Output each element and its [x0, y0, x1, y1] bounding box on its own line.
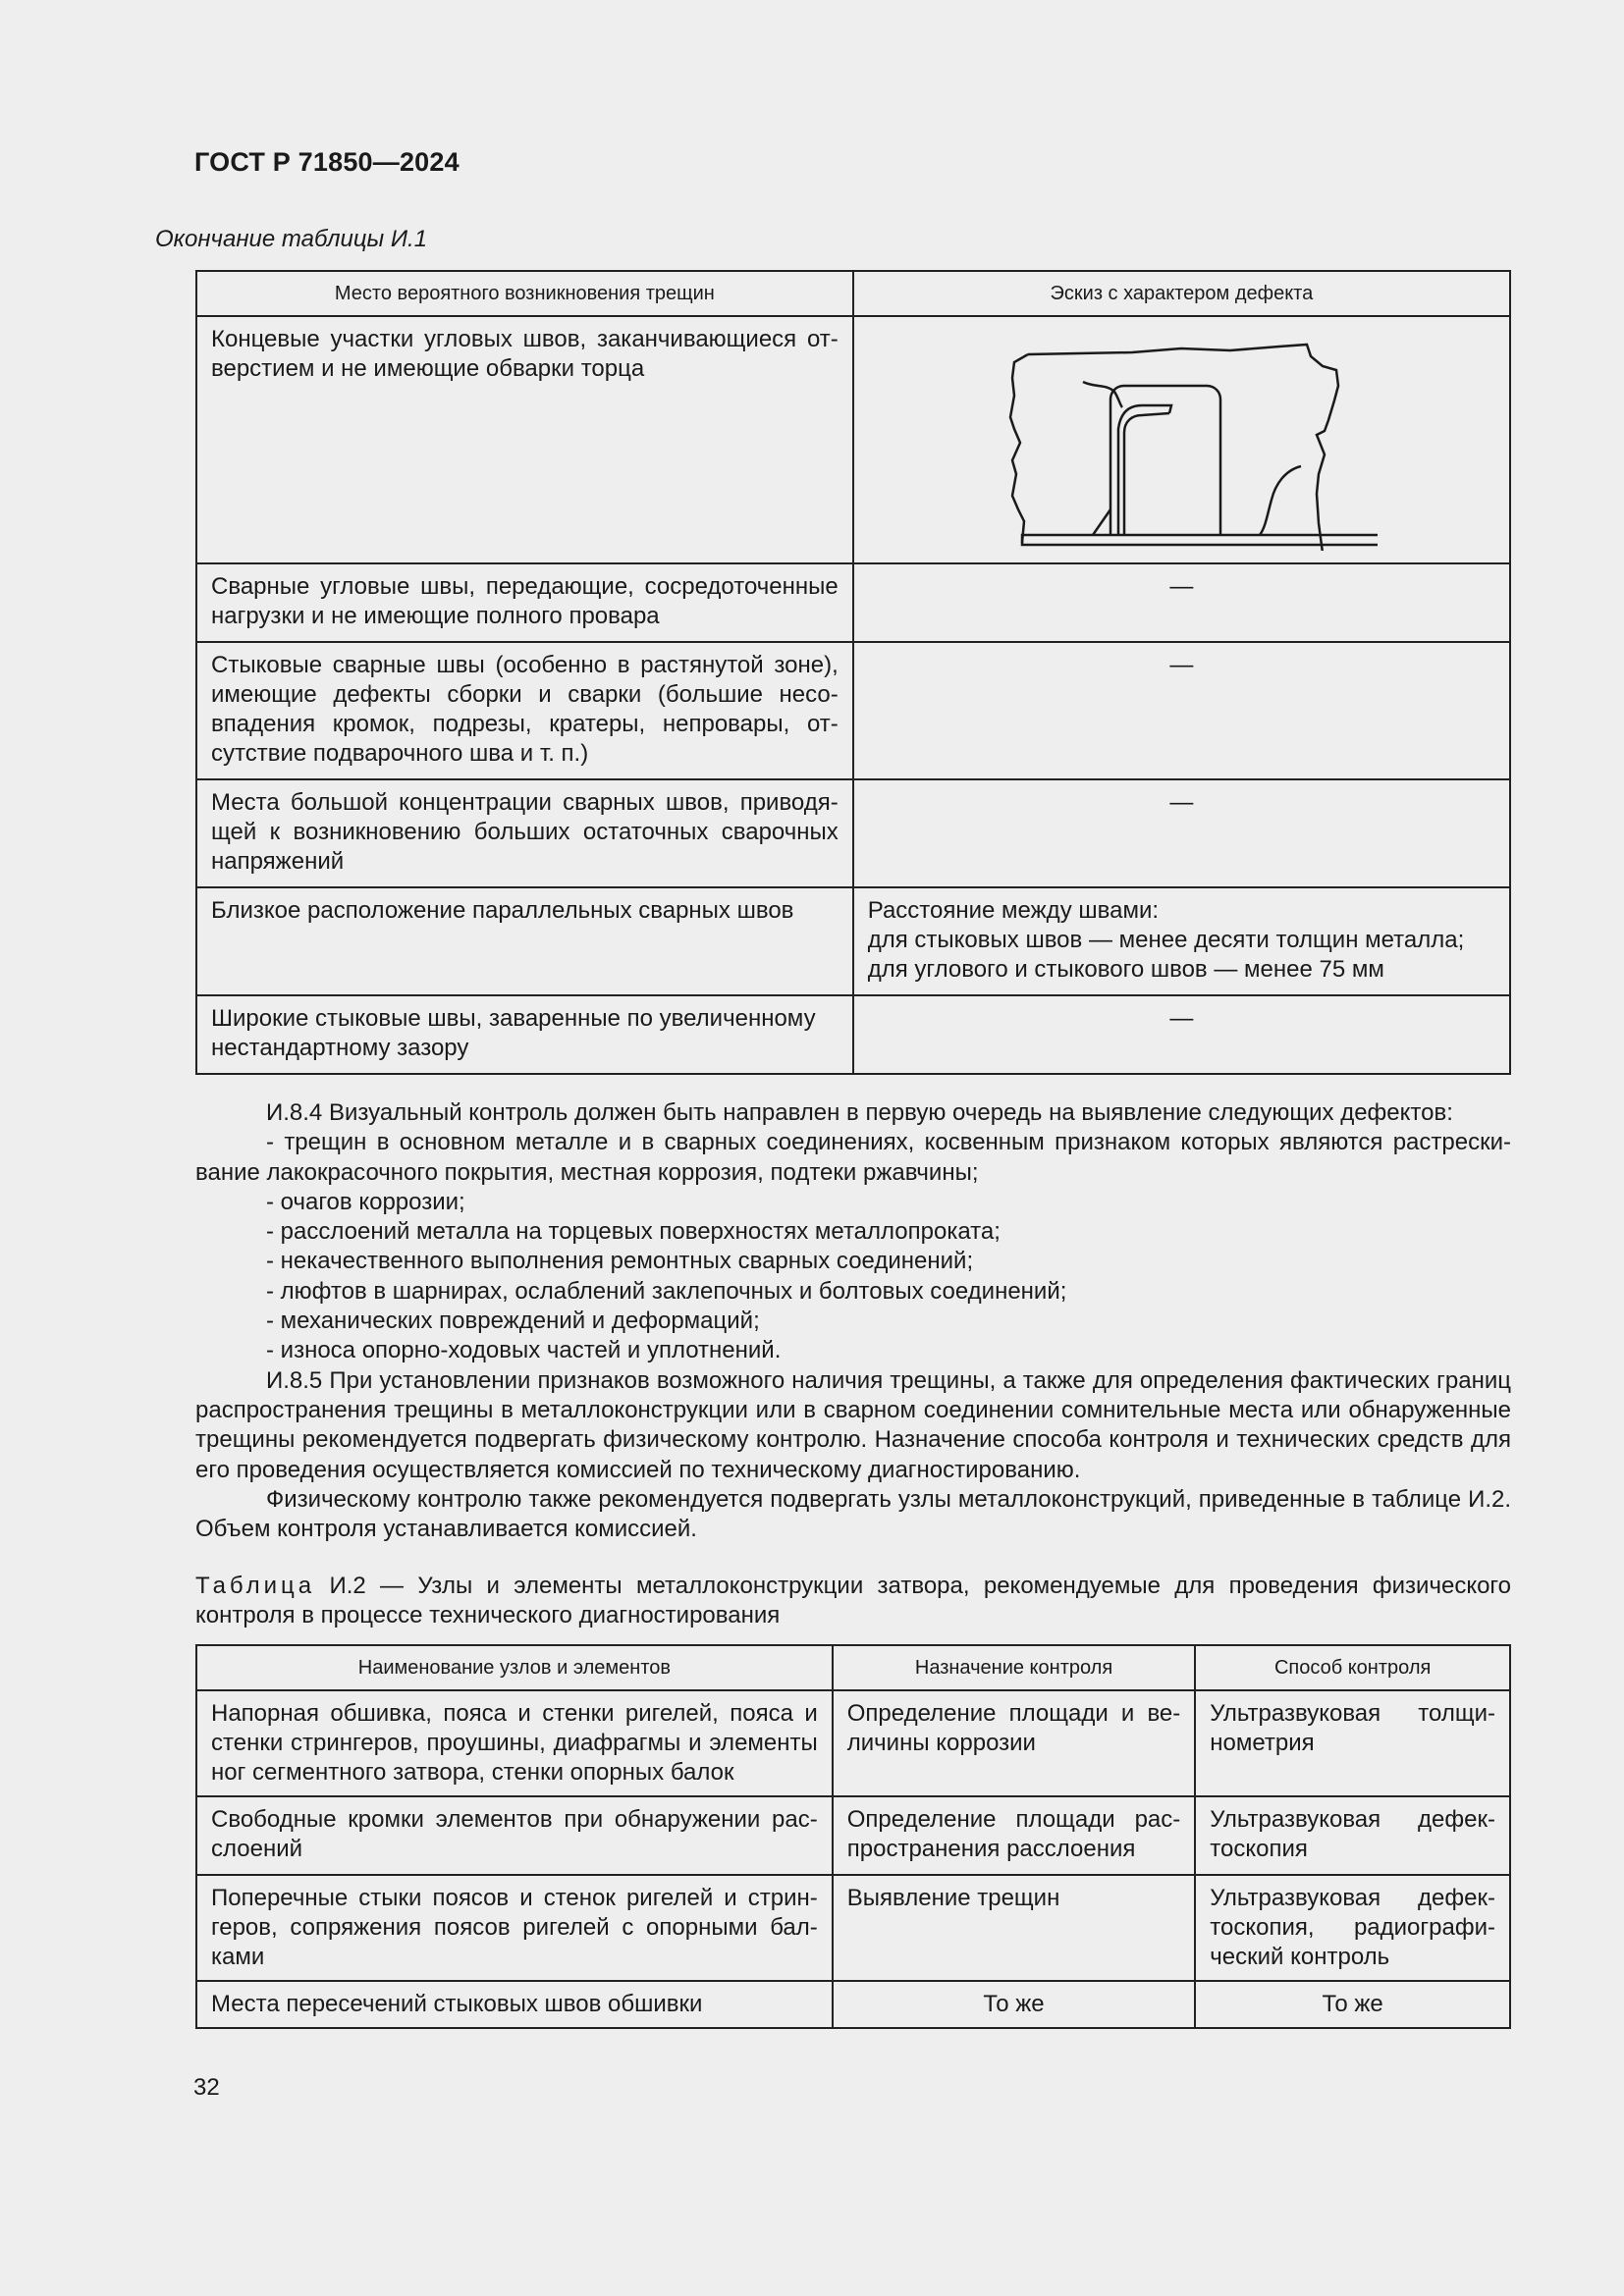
table-row — [196, 779, 1510, 887]
cracks-table — [195, 270, 1511, 1075]
row-sketch-dash: — — [853, 779, 1510, 887]
cell-purpose: Выявление трещин — [833, 1875, 1196, 1981]
row-sketch-dash: — — [853, 642, 1510, 779]
table-label: Таблица — [195, 1573, 316, 1599]
row-place: Близкое расположение параллельных сварных швов — [196, 887, 853, 995]
cell-name: Напорная обшивка, пояса и стенки ригелей, пояса и стенки стрингеров, проушины, диафрагмы и элементы ног сегментного затвора, стенки опорных балок — [196, 1690, 833, 1796]
column-header-sketch: Эскиз с характером дефекта — [853, 271, 1510, 316]
bullet-item: - люфтов в шарнирах, ослаблений заклепочных и болтовых соединений; — [266, 1277, 1067, 1305]
row-sketch-note — [853, 887, 1510, 995]
row-sketch-dash: — — [853, 563, 1510, 642]
physical-control-table — [195, 1644, 1511, 2029]
table-row — [196, 1796, 1510, 1875]
row-place: Места большой концентрации сварных швов, приводящей к возникновению больших остаточных сварочных напряжений — [196, 779, 853, 887]
table-row — [196, 995, 1510, 1074]
note-line: Расстояние между швами: — [867, 897, 1160, 924]
row-sketch-dash: — — [853, 995, 1510, 1074]
column-header-purpose: Назначение контроля — [833, 1645, 1196, 1690]
table2-caption — [195, 1572, 1511, 1630]
table-caption-continuation: Окончание таблицы И.1 — [155, 226, 428, 252]
note-line: для стыковых швов — менее десяти толщин металла; — [867, 927, 1465, 953]
paragraph-i84: И.8.4 Визуальный контроль должен быть направлен в первую очередь на выявление следующих дефектов: — [266, 1099, 1453, 1126]
table-row — [196, 316, 1510, 563]
cell-method: Ультразвуковая дефектоскопия, радиографический контроль — [1195, 1875, 1510, 1981]
fillet-weld-defect-sketch — [985, 327, 1378, 551]
table-row — [196, 563, 1510, 642]
document-code: ГОСТ Р 71850—2024 — [194, 147, 460, 177]
note-line: для углового и стыкового швов — менее 75 мм — [867, 956, 1384, 983]
row-place: Широкие стыковые швы, заваренные по увеличенному нестандартному зазору — [196, 995, 853, 1074]
row-place: Стыковые сварные швы (особенно в растянутой зоне), имеющие дефекты сборки и сварки (большие несовпадения кромок, подрезы, кратеры, непровары, отсутствие подварочного шва и т. п.) — [196, 642, 853, 779]
column-header-name: Наименование узлов и элементов — [196, 1645, 833, 1690]
cell-name: Поперечные стыки поясов и стенок ригелей и стрингеров, сопряжения поясов ригелей с опорными балками — [196, 1875, 833, 1981]
cell-method: Ультразвуковая толщинометрия — [1195, 1690, 1510, 1796]
bullet-item: - механических повреждений и деформаций; — [266, 1308, 760, 1335]
column-header-place: Место вероятного возникновения трещин — [196, 271, 853, 316]
bullet-item: - расслоений металла на торцевых поверхностях металлопроката; — [266, 1218, 1001, 1246]
cell-purpose: То же — [833, 1981, 1196, 2028]
paragraph-physical-control: Физическому контролю также рекомендуется подвергать узлы металлоконструкций, приведенные в таблице И.2. Объем контроля устанавливается комиссией. — [195, 1485, 1511, 1543]
table-row — [196, 642, 1510, 779]
bullet-item: - очагов коррозии; — [266, 1188, 465, 1215]
table-row — [196, 1875, 1510, 1981]
bullet-item: - износа опорно-ходовых частей и уплотнений. — [266, 1337, 782, 1364]
defect-sketch-cell — [853, 316, 1510, 563]
row-place: Концевые участки угловых швов, заканчивающиеся отверстием и не имеющие обварки торца — [196, 316, 853, 563]
cell-purpose: Определение площади и величины коррозии — [833, 1690, 1196, 1796]
table-row — [196, 1690, 1510, 1796]
cell-name: Места пересечений стыковых швов обшивки — [196, 1981, 833, 2028]
section-text — [195, 1098, 1511, 1544]
table-header-row — [196, 1645, 1510, 1690]
cell-method: То же — [1195, 1981, 1510, 2028]
table-title: И.2 — Узлы и элементы металлоконструкции затвора, рекомендуемые для проведения физического контроля в процессе технического диагностирования — [195, 1573, 1512, 1629]
page-number: 32 — [193, 2074, 220, 2101]
table-row — [196, 887, 1510, 995]
row-place: Сварные угловые швы, передающие, сосредоточенные нагрузки и не имеющие полного провара — [196, 563, 853, 642]
bullet-item: - некачественного выполнения ремонтных сварных соединений; — [266, 1248, 974, 1275]
cell-name: Свободные кромки элементов при обнаружении расслоений — [196, 1796, 833, 1875]
cell-purpose: Определение площади распространения расслоения — [833, 1796, 1196, 1875]
paragraph-i85: И.8.5 При установлении признаков возможного наличия трещины, а также для определения фактических границ распространения трещины в металлоконструкции или в сварном соединении сомнительные места или обнаруженные трещины рекомендуется подвергать физическому контролю. Назначение способа контроля и технических средств для его проведения осуществляется комиссией по техническому диагностированию. — [195, 1366, 1511, 1483]
table-header-row — [196, 271, 1510, 316]
bullet-item: - трещин в основном металле и в сварных соединениях, косвенным признаком которых являются растрескивание лакокрасочного покрытия, местная коррозия, подтеки ржавчины; — [195, 1129, 1511, 1186]
cell-method: Ультразвуковая дефектоскопия — [1195, 1796, 1510, 1875]
column-header-method: Способ контроля — [1195, 1645, 1510, 1690]
table-row — [196, 1981, 1510, 2028]
